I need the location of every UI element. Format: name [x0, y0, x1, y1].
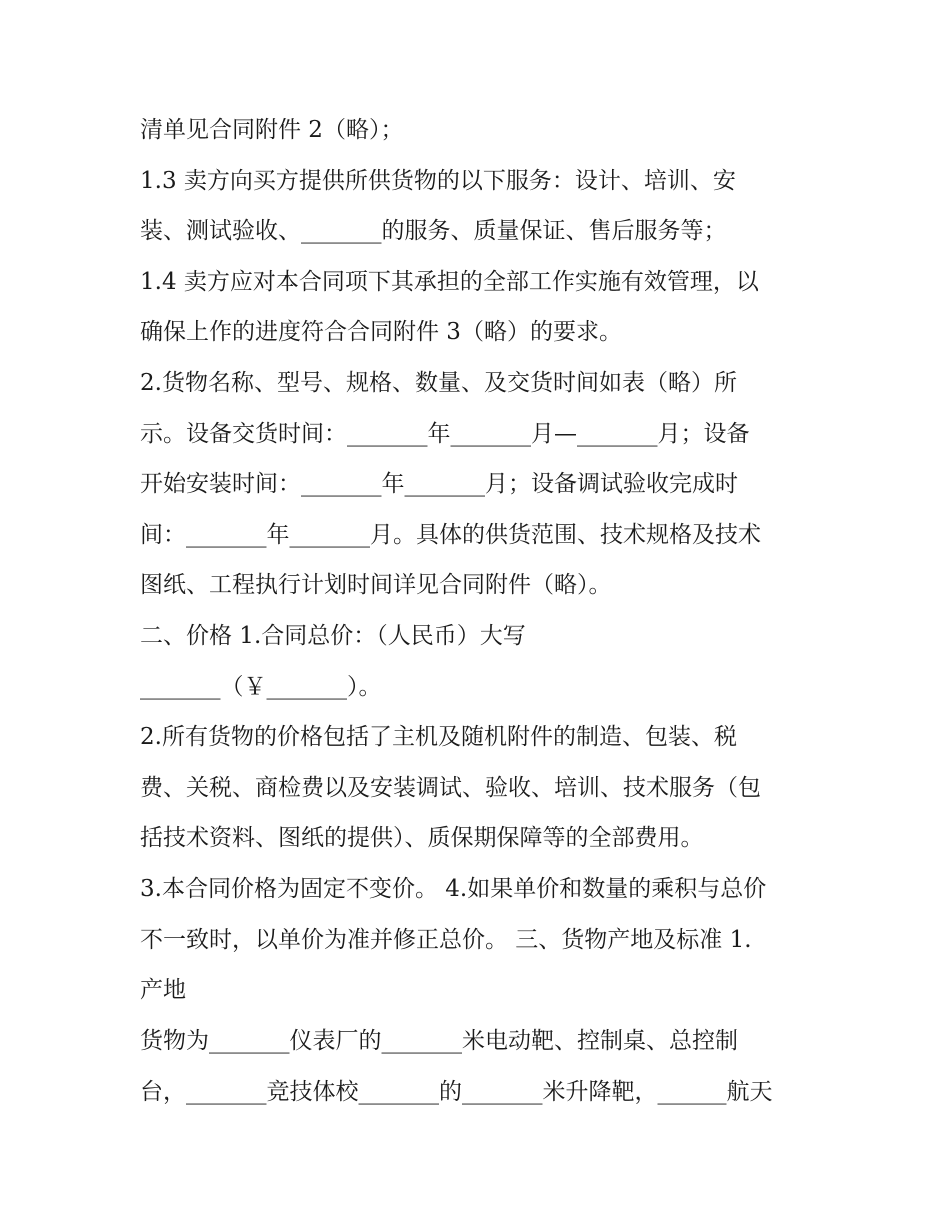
text-line: 2.所有货物的价格包括了主机及随机附件的制造、包装、税 [140, 724, 737, 750]
text-line: 二、价格 1.合同总价：（人民币）大写 [140, 623, 526, 649]
text-line: 1.3 卖方向买方提供所供货物的以下服务：设计、培训、安 [140, 168, 736, 194]
text-line: 1.4 卖方应对本合同项下其承担的全部工作实施有效管理，以 [140, 269, 759, 295]
text-line: 货物为_______仪表厂的_______米电动靶、控制桌、总控制 [140, 1028, 738, 1054]
text-line: 图纸、工程执行计划时间详见合同附件（略）。 [140, 572, 612, 598]
text-line: _______（￥_______）。 [140, 674, 382, 700]
text-line: 示。设备交货时间：_______年_______月—_______月；设备 [140, 421, 750, 447]
text-line: 确保上作的进度符合合同附件 3（略）的要求。 [140, 319, 622, 345]
text-line: 不一致时，以单价为准并修正总价。 三、货物产地及标准 1. [140, 927, 752, 953]
text-line: 间：_______年_______月。具体的供货范围、技术规格及技术 [140, 522, 761, 548]
text-line: 费、关税、商检费以及安装调试、验收、培训、技术服务（包 [140, 775, 761, 801]
text-line: 开始安装时间：_______年_______月；设备调试验收完成时 [140, 471, 738, 497]
text-line: 清单见合同附件 2（略）； [140, 117, 404, 143]
text-line: 2.货物名称、型号、规格、数量、及交货时间如表（略）所 [140, 370, 737, 396]
text-line: 装、测试验收、_______的服务、质量保证、售后服务等； [140, 218, 727, 244]
text-line: 台，_______竞技体校_______的_______米升降靶，______航天 [140, 1079, 773, 1105]
text-line: 3.本合同价格为固定不变价。 4.如果单价和数量的乘积与总价 [140, 876, 767, 902]
text-line: 产地 [140, 977, 186, 1003]
text-line: 括技术资料、图纸的提供）、质保期保障等的全部费用。 [140, 825, 704, 851]
